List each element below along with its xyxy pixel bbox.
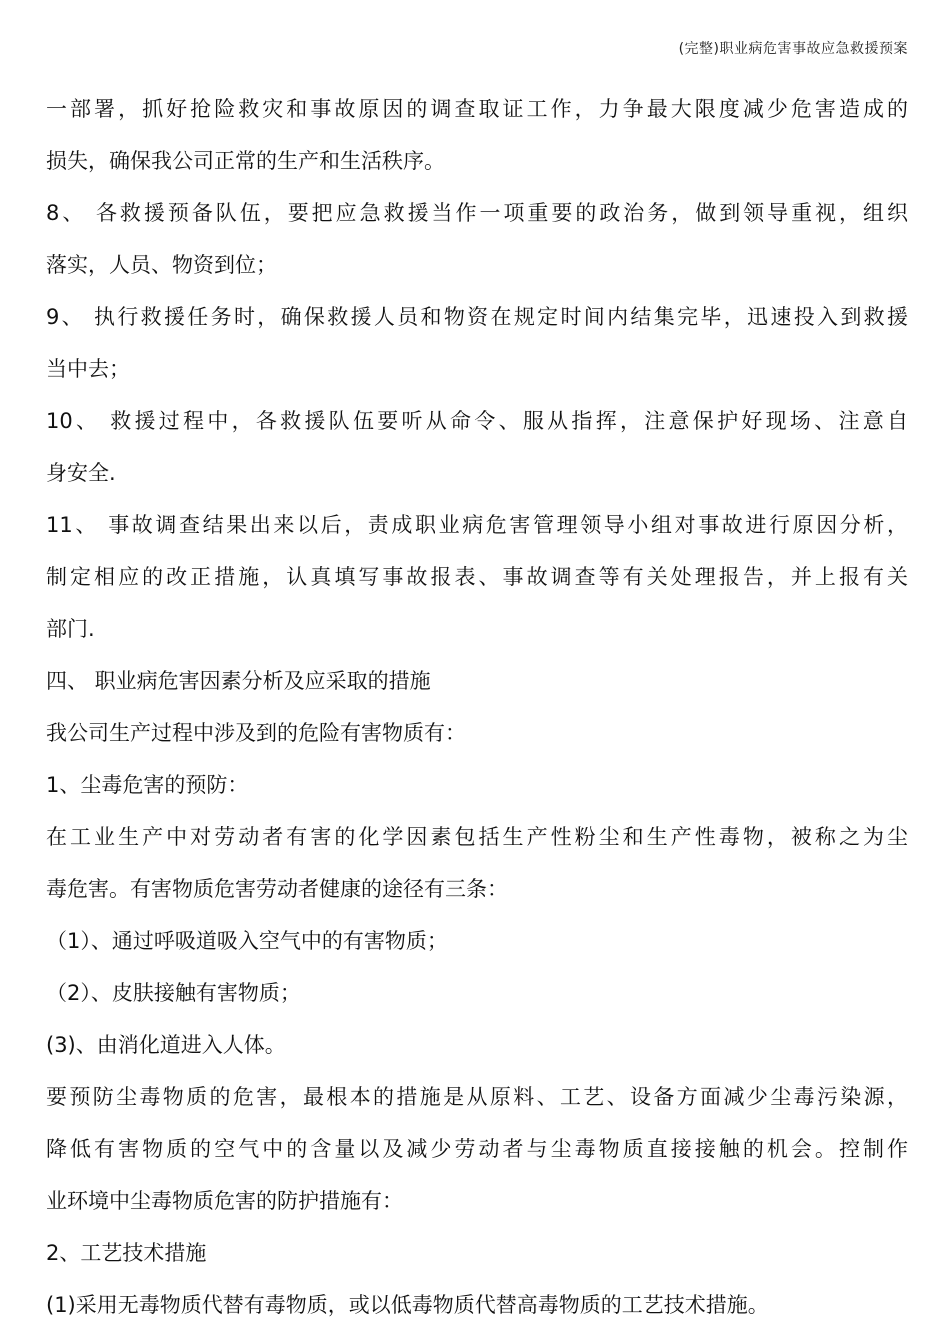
body-line: 要预防尘毒物质的危害，最根本的措施是从原料、工艺、设备方面减少尘毒污染源， — [46, 1085, 908, 1109]
body-line: 部门. — [46, 617, 95, 641]
document-body — [46, 86, 908, 1334]
body-line: 业环境中尘毒物质危害的防护措施有： — [46, 1189, 403, 1213]
list-item: (1)采用无毒物质代替有毒物质，或以低毒物质代替高毒物质的工艺技术措施。 — [46, 1293, 769, 1317]
subsection-heading: 1、尘毒危害的预防： — [46, 773, 249, 797]
body-line: 8、 各救援预备队伍，要把应急救援当作一项重要的政治务，做到领导重视，组织 — [46, 201, 908, 225]
list-item: （1）、通过呼吸道吸入空气中的有害物质； — [46, 929, 448, 953]
body-line: 落实，人员、物资到位； — [46, 253, 277, 277]
body-line: 我公司生产过程中涉及到的危险有害物质有： — [46, 721, 466, 745]
list-item: （2）、皮肤接触有害物质； — [46, 981, 301, 1005]
list-item: (3)、由消化道进入人体。 — [46, 1033, 286, 1057]
body-line: 当中去； — [46, 357, 130, 381]
document-header-title: (完整)职业病危害事故应急救援预案 — [678, 41, 908, 57]
body-line: 一部署，抓好抢险救灾和事故原因的调查取证工作，力争最大限度减少危害造成的 — [46, 97, 908, 121]
subsection-heading: 2、工艺技术措施 — [46, 1241, 207, 1265]
body-line: 制定相应的改正措施，认真填写事故报表、事故调查等有关处理报告，并上报有关 — [46, 565, 908, 589]
body-line: 降低有害物质的空气中的含量以及减少劳动者与尘毒物质直接接触的机会。控制作 — [46, 1137, 908, 1161]
body-line: 在工业生产中对劳动者有害的化学因素包括生产性粉尘和生产性毒物，被称之为尘 — [46, 825, 908, 849]
body-line: 11、 事故调查结果出来以后，责成职业病危害管理领导小组对事故进行原因分析， — [46, 513, 908, 537]
body-line: 身安全. — [46, 461, 116, 485]
body-line: 毒危害。有害物质危害劳动者健康的途径有三条： — [46, 877, 508, 901]
body-line: 损失，确保我公司正常的生产和生活秩序。 — [46, 149, 445, 173]
body-line: 9、 执行救援任务时，确保救援人员和物资在规定时间内结集完毕，迅速投入到救援 — [46, 305, 908, 329]
section-heading: 四、 职业病危害因素分析及应采取的措施 — [46, 669, 431, 693]
body-line: 10、 救援过程中，各救援队伍要听从命令、服从指挥，注意保护好现场、注意自 — [46, 409, 908, 433]
